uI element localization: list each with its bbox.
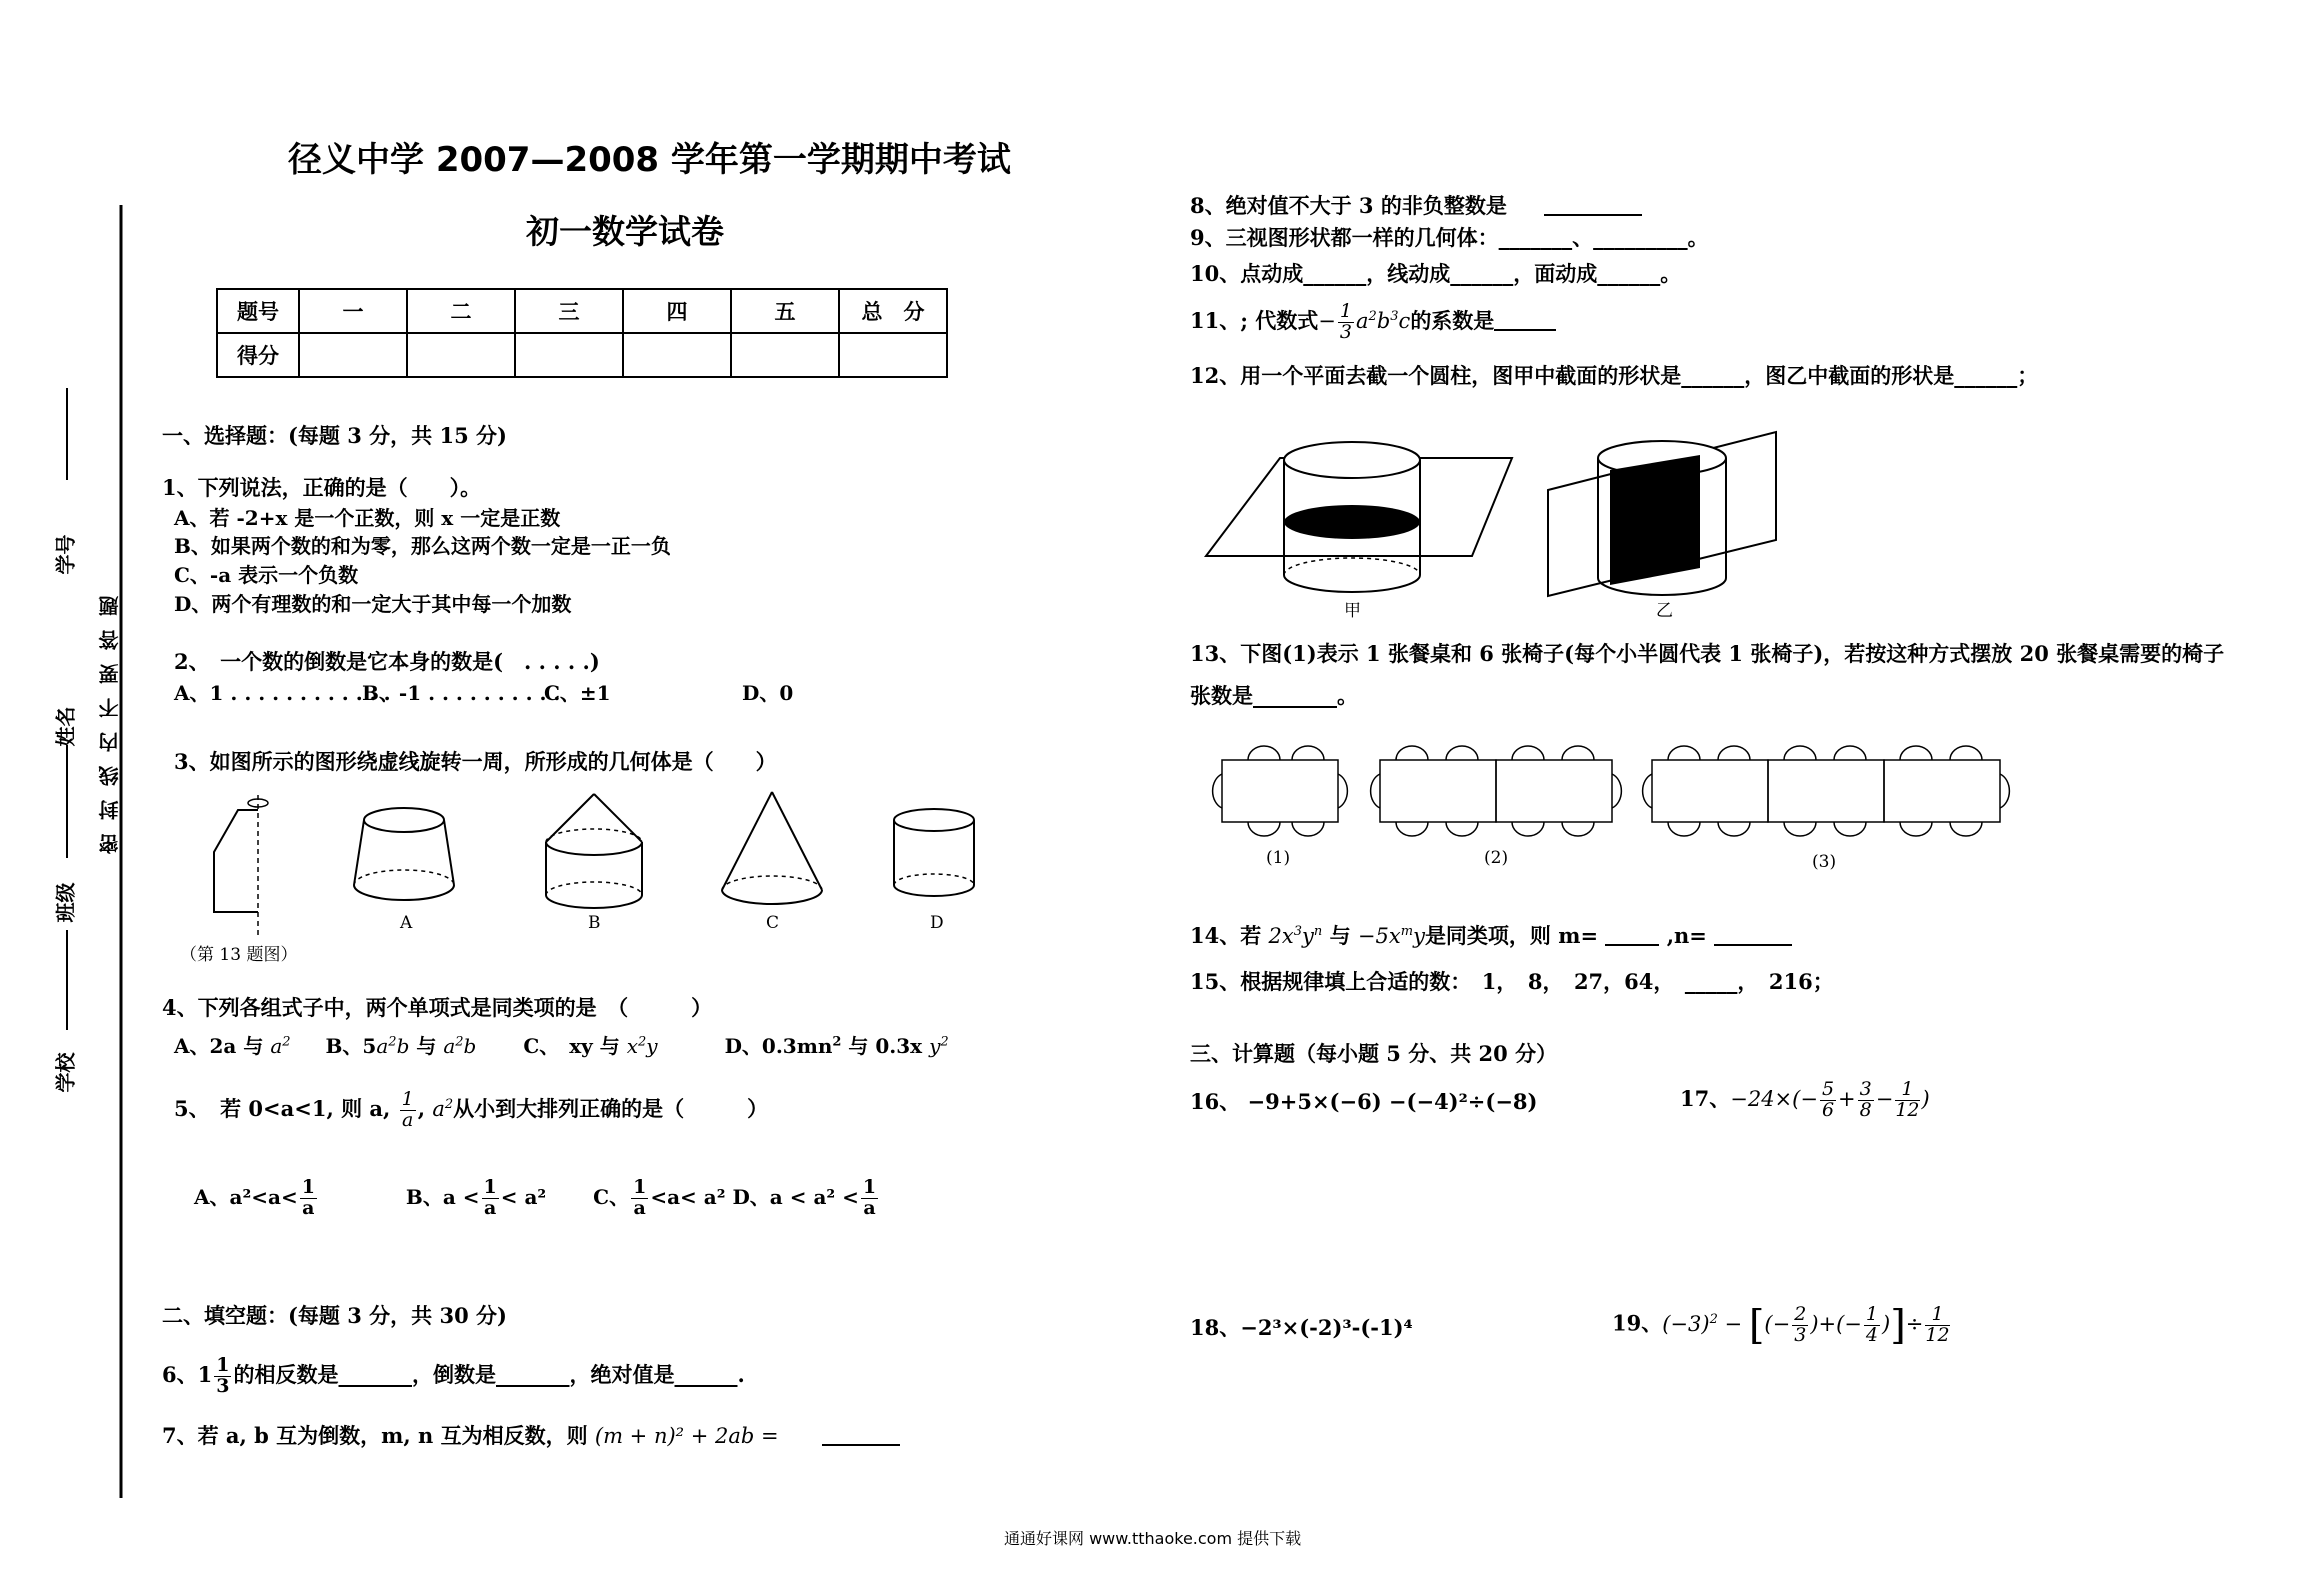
q4-option-d: D、0.3mn <box>724 1034 833 1058</box>
exam-title: 径义中学 2007—2008 学年第一学期期中考试 <box>288 140 1011 180</box>
q5-option-d: D、a < a² < <box>732 1184 859 1209</box>
score-cell: 得分 <box>217 333 299 377</box>
q14-pre: 14、若 <box>1190 923 1262 948</box>
q3-stem: 3、如图所示的图形绕虚线旋转一周，所形成的几何体是（ ） <box>174 749 777 774</box>
school-label: 学校 <box>53 1052 78 1093</box>
q3-label-d: D <box>930 913 944 933</box>
q14 <box>1190 920 1792 950</box>
q5-option-b: B、a < <box>405 1184 480 1209</box>
q19 <box>1612 1302 1952 1348</box>
q16: 16、 −9+5×(−6) −(−4)²÷(−8) <box>1190 1089 1538 1114</box>
q6-post: 的相反数是_______，倒数是_______，绝对值是______. <box>233 1361 745 1387</box>
section1-heading: 一、选择题：(每题 3 分，共 15 分) <box>162 423 507 448</box>
q8 <box>1190 190 1642 220</box>
q8-answer-blank[interactable] <box>1544 192 1642 216</box>
q12-label-jia: 甲 <box>1344 601 1361 621</box>
q14-mid2: 是同类项，则 m= <box>1424 923 1599 948</box>
q13-figure <box>0 0 1 1</box>
q17-math: −24×(− $\frac{5}{6}$ + $\frac{3}{8}$ − $\frac{1}{12}$ ) <box>1730 1078 1930 1121</box>
q5-fraction: $\frac{1}{a}$ <box>401 1088 414 1131</box>
q6 <box>162 1356 745 1397</box>
q5-fraction: $\frac{1}{a}$ <box>862 1176 877 1219</box>
q4-option-b-mid: 与 <box>416 1034 437 1058</box>
q7-answer-blank[interactable] <box>822 1422 900 1446</box>
score-input[interactable] <box>623 333 731 377</box>
score-input[interactable] <box>515 333 623 377</box>
score-cell: 三 <box>515 289 623 333</box>
q14-n-blank[interactable] <box>1714 922 1792 946</box>
q4-option-c: C、 xy 与 <box>523 1034 620 1058</box>
score-table-row-header <box>217 289 947 333</box>
q9: 9、三视图形状都一样的几何体：_______、_________。 <box>1190 225 1709 250</box>
q4-stem: 4、下列各组式子中，两个单项式是同类项的是 （ ） <box>162 995 713 1020</box>
q12: 12、用一个平面去截一个圆柱，图甲中截面的形状是______，图乙中截面的形状是______； <box>1190 363 2039 388</box>
q1-option-b: B、如果两个数的和为零，那么这两个数一定是一正一负 <box>174 534 671 558</box>
q7-pre: 7、若 a, b 互为倒数，m, n 互为相反数，则 <box>162 1423 588 1448</box>
score-input[interactable] <box>731 333 839 377</box>
q14-m-blank[interactable] <box>1605 922 1659 946</box>
q2-option-d: D、0 <box>742 681 794 705</box>
q2-option-b: B、-1 . . . . . . . . . . <box>362 681 561 705</box>
q2-option-c: C、±1 <box>544 681 611 705</box>
student-id-label: 学号 <box>53 534 78 575</box>
q13-label-3: (3) <box>1812 852 1837 872</box>
q4-math: $a^2b$ <box>376 1034 410 1058</box>
q1-stem: 1、下列说法，正确的是（ ）。 <box>162 475 482 500</box>
q11 <box>1190 302 1556 343</box>
q1-option-d: D、两个有理数的和一定大于其中每一个加数 <box>174 592 572 616</box>
q5-fraction: $\frac{1}{a}$ <box>483 1176 497 1219</box>
score-cell: 题号 <box>217 289 299 333</box>
q13-label-2: (2) <box>1484 848 1509 868</box>
q5-stem-post: 从小到大排列正确的是（ ） <box>453 1095 769 1121</box>
q18: 18、−2³×(-2)³-(-1)⁴ <box>1190 1315 1413 1340</box>
q7 <box>162 1420 900 1450</box>
q4-math: $a^2b$ <box>443 1034 477 1058</box>
q19-pre: 19、 <box>1612 1310 1663 1336</box>
q1-option-c: C、-a 表示一个负数 <box>174 563 359 587</box>
score-cell: 总 分 <box>839 289 947 333</box>
q14-post: ,n= <box>1666 923 1707 948</box>
q4-option-a: A、2a 与 <box>174 1034 264 1058</box>
q5-fraction: $\frac{1}{a}$ <box>633 1176 647 1219</box>
q5-math: $a^2$ <box>432 1096 454 1121</box>
q4-option-d-mid: 与 0.3x <box>848 1034 923 1058</box>
q19-math: $(-3)^2$ − [(− $\frac{2}{3}$ )+(− $\frac{1}{4}$ )]÷ $\frac{1}{12}$ <box>1662 1302 1950 1348</box>
q5-option-b-post: < a² <box>500 1184 547 1209</box>
q15: 15、根据规律填上合适的数： 1， 8， 27，64， _____， 216； <box>1190 969 1834 994</box>
q13-label-1: (1) <box>1266 848 1291 868</box>
q3-label-b: B <box>588 913 601 933</box>
q2-stem: 2、 一个数的倒数是它本身的数是( . . . . .) <box>174 649 600 674</box>
score-table <box>216 288 948 378</box>
q14-math: $-5x^my$ <box>1357 924 1425 948</box>
q5-stem: 5、 若 0<a<1, 则 a, $\frac{1}{a}$ , $a^2$从小到大排列正确的是（ ） <box>174 1088 769 1131</box>
q4-math: $a^2$ <box>270 1034 291 1058</box>
q5-option-c-post: <a< a² <box>650 1184 726 1209</box>
q11-pre: 11、; 代数式 <box>1190 307 1319 333</box>
section2-heading: 二、填空题：(每题 3 分，共 30 分) <box>162 1303 507 1328</box>
q1-option-a: A、若 -2+x 是一个正数，则 x 一定是正数 <box>174 506 561 530</box>
q3-label-a: A <box>400 913 413 933</box>
q5-fraction: $\frac{1}{a}$ <box>301 1176 315 1219</box>
q10: 10、点动成______，线动成______，面动成______。 <box>1190 261 1682 286</box>
q7-expression: (m + n)² + 2ab = <box>594 1424 779 1448</box>
score-cell: 二 <box>407 289 515 333</box>
class-label: 班级 <box>53 882 78 923</box>
q4-math: $y^2$ <box>929 1034 949 1058</box>
q3-label-c: C <box>766 913 780 933</box>
q14-mid: 与 <box>1329 923 1351 948</box>
q11-post: 的系数是 <box>1410 307 1495 333</box>
score-input[interactable] <box>299 333 407 377</box>
seal-text: 密封线内不要答题 <box>98 582 122 854</box>
q17 <box>1680 1080 1930 1121</box>
page-footer: 通通好课网 www.tthaoke.com 提供下载 <box>1004 1529 1302 1548</box>
q17-pre: 17、 <box>1680 1085 1731 1111</box>
q12-label-yi: 乙 <box>1656 601 1673 621</box>
exam-subtitle: 初一数学试卷 <box>526 212 724 251</box>
score-input[interactable] <box>407 333 515 377</box>
q4-options: A、2a 与 $a^2$ B、$5a^2b$ 与 $a^2b$ C、 xy 与 $x^2y$ D、$0.3mn^2$ 与 0.3x $y^2$ <box>174 1034 949 1058</box>
q5-stem-pre: 5、 若 0<a<1, 则 a, <box>174 1095 391 1121</box>
score-table-row-score <box>217 333 947 377</box>
section3-heading: 三、计算题（每小题 5 分、共 20 分） <box>1190 1041 1558 1066</box>
q13-line1: 13、下图(1)表示 1 张餐桌和 6 张椅子(每个小半圆代表 1 张椅子)，若按这种方式摆放 20 张餐桌需要的椅子 <box>1190 641 2225 666</box>
score-cell: 五 <box>731 289 839 333</box>
q14-math: $2x^3y^n$ <box>1268 924 1323 948</box>
q2-option-a: A、1 . . . . . . . . . . . . <box>174 681 391 705</box>
q8-text: 8、绝对值不大于 3 的非负整数是 <box>1190 193 1507 218</box>
score-cell: 四 <box>623 289 731 333</box>
q4-math: $x^2y$ <box>626 1034 658 1058</box>
q6-pre: 6、1 <box>162 1361 213 1387</box>
q3-fig-caption: （第 13 题图） <box>180 945 298 965</box>
q6-fraction: $\frac{1}{3}$ <box>216 1354 230 1397</box>
q4-option-b: B、5 <box>325 1034 377 1058</box>
score-input[interactable] <box>839 333 947 377</box>
q11-answer-blank[interactable] <box>1494 307 1556 331</box>
q13-line2: 张数是________。 <box>1190 683 1358 708</box>
score-cell: 一 <box>299 289 407 333</box>
q11-math: − $\frac{1}{3}$ $a^2b^3c$ <box>1318 300 1411 343</box>
q5-option-a: A、a²<a< <box>194 1184 298 1209</box>
name-label: 姓名 <box>53 706 78 747</box>
q5-options: A、a²<a< $\frac{1}{a}$ B、a < $\frac{1}{a}$ < a² C、 $\frac{1}{a}$ <a< a² D、a < a² < $\frac{1}{a}$ <box>194 1176 877 1219</box>
